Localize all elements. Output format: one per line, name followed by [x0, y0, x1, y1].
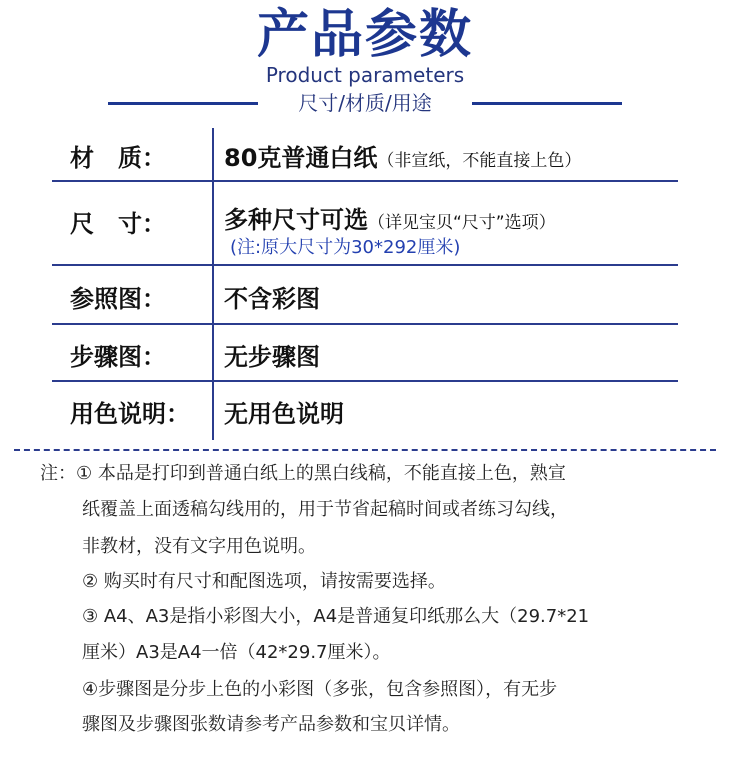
note-line: 厘米）A3是A4一倍（42*29.7厘米）。 — [82, 642, 391, 663]
section-divider — [14, 449, 716, 451]
size-original-note: (注:原大尺寸为30*292厘米) — [230, 237, 461, 258]
note-line: ② 购买时有尺寸和配图选项，请按需要选择。 — [82, 571, 446, 592]
row-label-size: 尺 寸： — [70, 210, 166, 238]
material-value: 80克普通白纸 — [224, 144, 378, 172]
row-divider — [52, 264, 678, 266]
note-line: 注：① 本品是打印到普通白纸上的黑白线稿，不能直接上色，熟宣 — [40, 463, 566, 484]
divider-right — [472, 102, 622, 105]
row-divider — [52, 380, 678, 382]
subtitle-divider — [108, 91, 622, 115]
row-value-reference: 不含彩图 — [224, 285, 320, 313]
note-line: 骤图及步骤图张数请参考产品参数和宝贝详情。 — [82, 714, 460, 735]
row-value-material — [224, 138, 581, 173]
row-value-size — [224, 200, 556, 235]
row-value-color-guide: 无用色说明 — [224, 400, 344, 428]
row-label-steps: 步骤图： — [70, 343, 166, 371]
note-line: ④步骤图是分步上色的小彩图（多张，包含参照图），有无步 — [82, 679, 558, 700]
table-column-divider — [212, 128, 214, 440]
row-value-steps: 无步骤图 — [224, 343, 320, 371]
row-label-material: 材 质： — [70, 144, 166, 172]
page-subtitle-cn: 尺寸/材质/用途 — [298, 91, 432, 115]
note-line: 纸覆盖上面透稿勾线用的，用于节省起稿时间或者练习勾线， — [82, 499, 568, 520]
parameter-table — [52, 128, 678, 440]
row-label-reference: 参照图： — [70, 285, 166, 313]
material-value-note: （非宣纸，不能直接上色） — [377, 151, 582, 171]
note-line: ③ A4、A3是指小彩图大小，A4是普通复印纸那么大（29.7*21 — [82, 606, 590, 627]
page-title: 产品参数 — [256, 5, 473, 65]
page-subtitle-en: Product parameters — [265, 63, 465, 87]
size-value: 多种尺寸可选 — [224, 206, 368, 234]
size-value-note: （详见宝贝“尺寸”选项） — [368, 213, 556, 233]
row-label-color-guide: 用色说明： — [70, 400, 190, 428]
row-divider — [52, 323, 678, 325]
divider-left — [108, 102, 258, 105]
note-line: 非教材，没有文字用色说明。 — [82, 536, 316, 557]
row-divider — [52, 180, 678, 182]
